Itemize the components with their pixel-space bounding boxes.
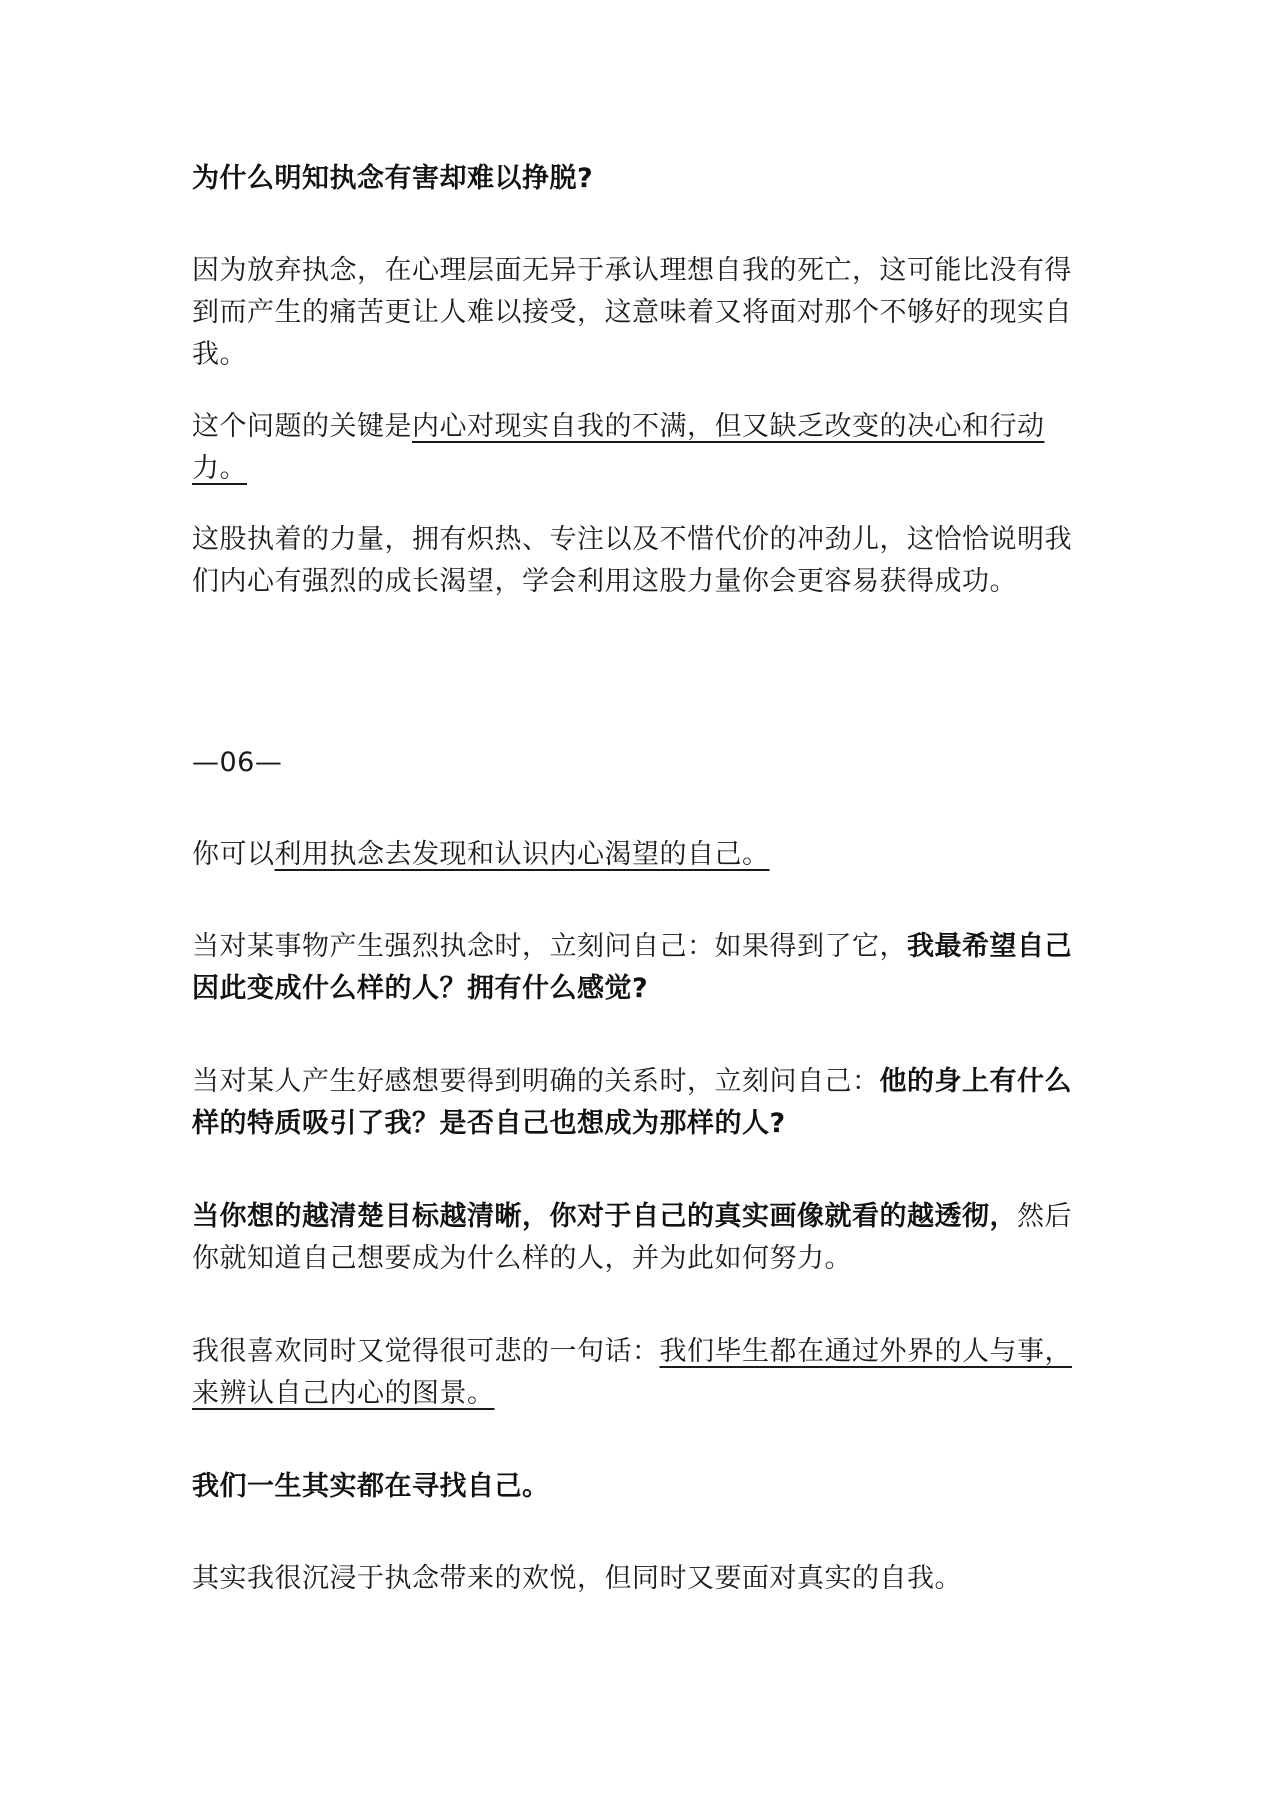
paragraph-3: 这股执着的力量，拥有炽热、专注以及不惜代价的冲劲儿，这恰恰说明我们内心有强烈的成长渴望，学会利用这股力量你会更容易获得成功。 xyxy=(192,524,1072,597)
paragraph-9: 我们一生其实都在寻找自己。 xyxy=(192,1471,550,1502)
paragraph-4-underlined: 利用执念去发现和认识内心渴望的自己。 xyxy=(274,839,770,870)
paragraph-6 xyxy=(192,1061,1092,1145)
paragraph-5 xyxy=(192,926,1092,1010)
paragraph-4 xyxy=(192,834,1092,876)
section-heading: 为什么明知执念有害却难以挣脱? xyxy=(192,163,594,194)
paragraph-1: 因为放弃执念，在心理层面无异于承认理想自我的死亡，这可能比没有得到而产生的痛苦更让人难以接受，这意味着又将面对那个不够好的现实自我。 xyxy=(192,255,1072,370)
section-marker: —06— xyxy=(192,747,283,778)
paragraph-7 xyxy=(192,1196,1092,1280)
paragraph-2-text: 这个问题的关键是 xyxy=(192,411,412,442)
paragraph-8 xyxy=(192,1331,1092,1415)
paragraph-2-underlined: 内心对现实自我的不满，但又缺乏改变的决心和行动力。 xyxy=(192,411,1045,484)
paragraph-5-text: 当对某事物产生强烈执念时，立刻问自己：如果得到了它， xyxy=(192,931,907,962)
paragraph-6-bold: 他的身上有什么样的特质吸引了我？是否自己也想成为那样的人? xyxy=(192,1066,1072,1139)
paragraph-8-text: 我很喜欢同时又觉得很可悲的一句话： xyxy=(192,1336,660,1367)
paragraph-5-bold: 我最希望自己因此变成什么样的人？拥有什么感觉? xyxy=(192,931,1072,1004)
paragraph-8-underlined: 我们毕生都在通过外界的人与事，来辨认自己内心的图景。 xyxy=(192,1336,1072,1409)
paragraph-4-text: 你可以 xyxy=(192,839,275,870)
paragraph-2 xyxy=(192,406,1092,490)
paragraph-7-text: 然后你就知道自己想要成为什么样的人，并为此如何努力。 xyxy=(192,1201,1072,1274)
paragraph-10: 其实我很沉浸于执念带来的欢悦，但同时又要面对真实的自我。 xyxy=(192,1563,962,1594)
paragraph-6-text: 当对某人产生好感想要得到明确的关系时，立刻问自己： xyxy=(192,1066,880,1097)
paragraph-7-bold: 当你想的越清楚目标越清晰，你对于自己的真实画像就看的越透彻， xyxy=(192,1201,1017,1232)
